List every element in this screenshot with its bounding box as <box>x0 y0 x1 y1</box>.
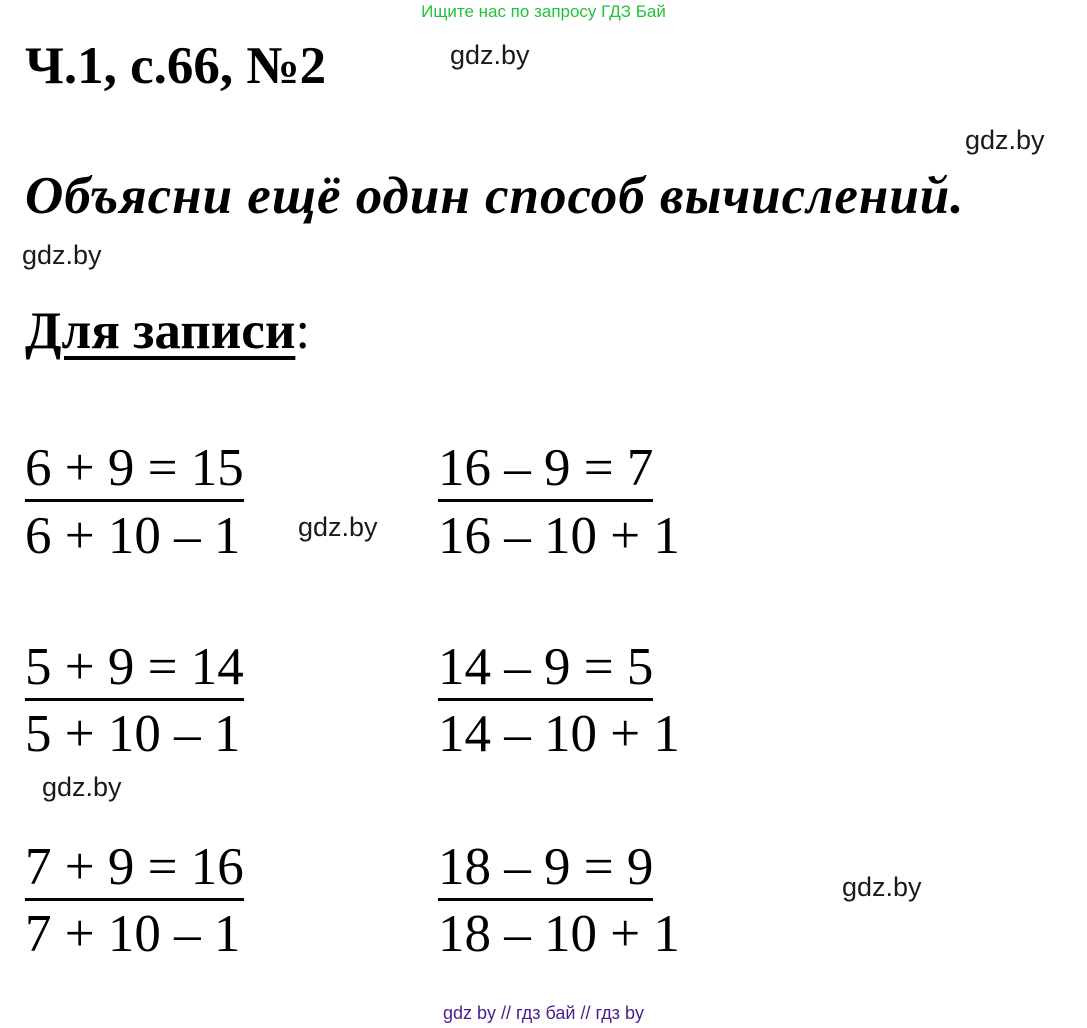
watermark: gdz.by <box>965 125 1045 155</box>
watermark: gdz.by <box>42 772 122 802</box>
subtraction-equation: 14 – 9 = 5 <box>438 636 653 701</box>
subtraction-method: 14 – 10 + 1 <box>438 705 680 763</box>
footer-links: gdz by // гдз бай // гдз by <box>442 1003 645 1023</box>
subtraction-method: 18 – 10 + 1 <box>438 905 680 963</box>
addition-equation: 6 + 9 = 15 <box>25 437 244 502</box>
watermark: gdz.by <box>842 872 922 902</box>
addition-equation: 7 + 9 = 16 <box>25 836 244 901</box>
top-banner: Ищите нас по запросу ГДЗ Бай <box>421 2 666 21</box>
addition-method: 7 + 10 – 1 <box>25 905 241 963</box>
addition-equation: 5 + 9 = 14 <box>25 636 244 701</box>
instruction-text: Объясни ещё один способ вычислений. <box>25 167 965 225</box>
task-reference: Ч.1, с.66, №2 <box>25 37 327 95</box>
watermark: gdz.by <box>298 512 378 542</box>
record-heading <box>25 295 310 367</box>
subtraction-equation: 18 – 9 = 9 <box>438 836 653 901</box>
record-heading-word: Для записи <box>25 302 296 360</box>
subtraction-equation: 16 – 9 = 7 <box>438 437 653 502</box>
addition-method: 6 + 10 – 1 <box>25 507 241 565</box>
watermark: gdz.by <box>22 240 102 270</box>
subtraction-method: 16 – 10 + 1 <box>438 507 680 565</box>
record-heading-colon: : <box>295 302 311 360</box>
addition-method: 5 + 10 – 1 <box>25 705 241 763</box>
watermark: gdz.by <box>450 40 530 70</box>
